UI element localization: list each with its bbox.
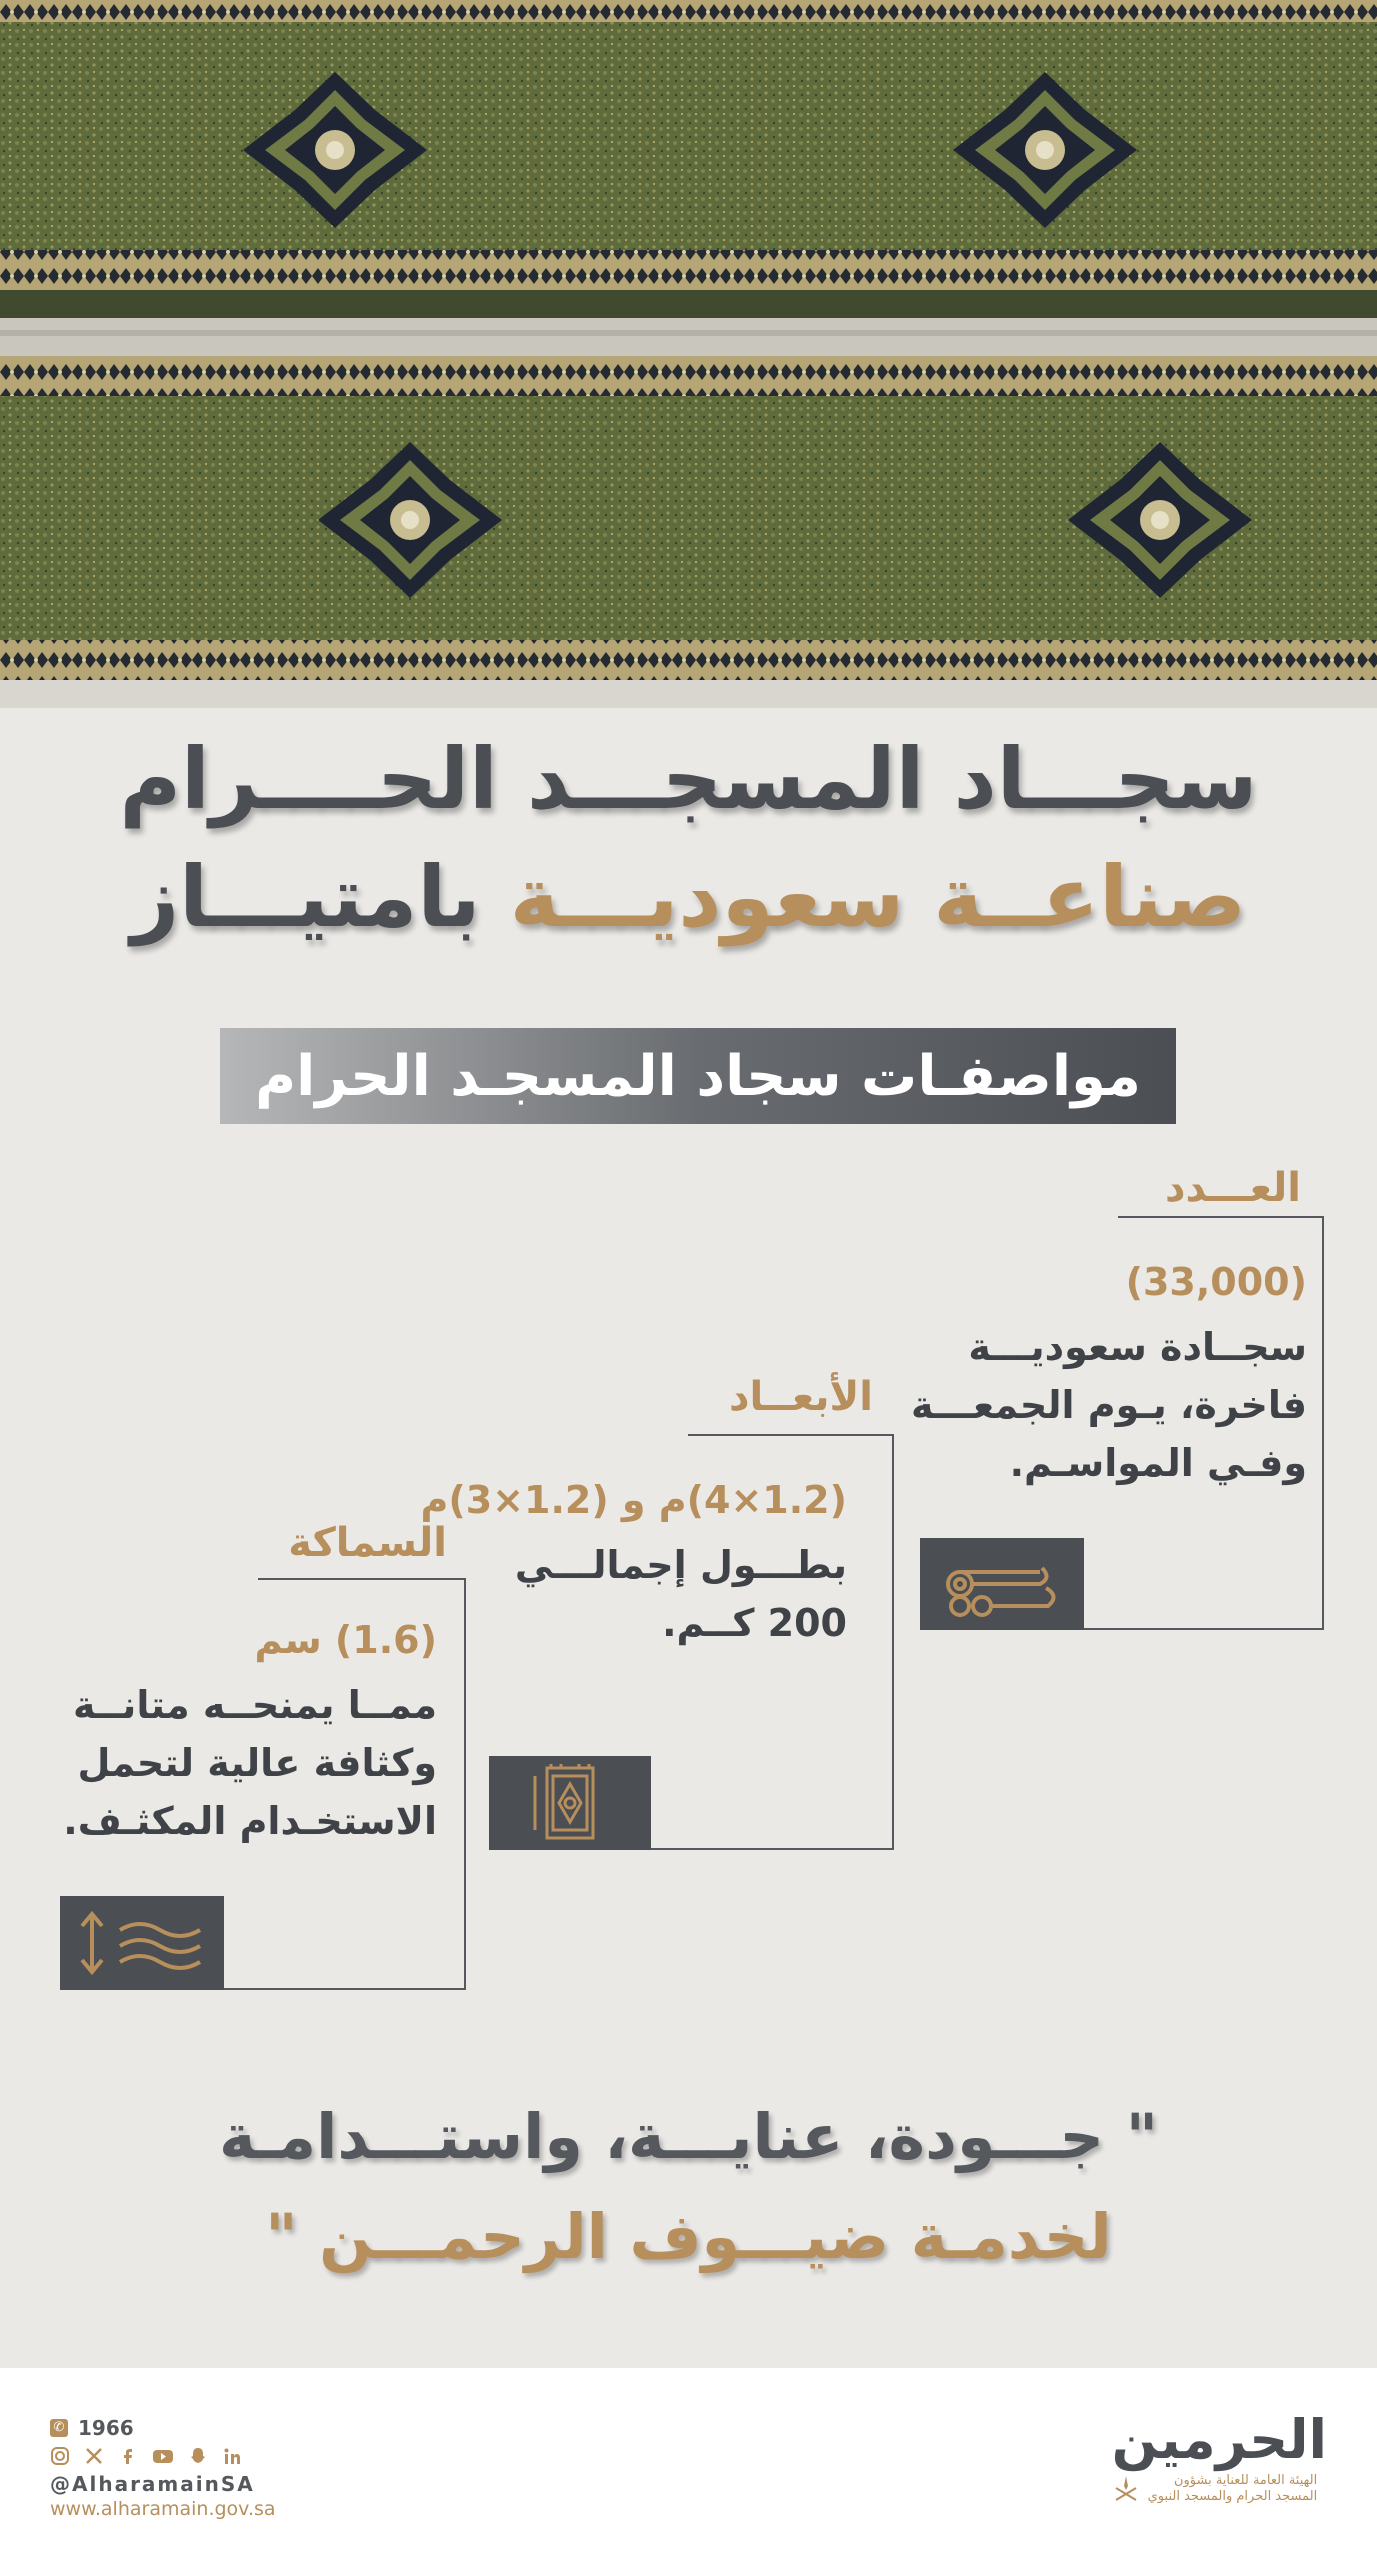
thickness-label: السماكة xyxy=(288,1520,447,1566)
thickness-top-rule xyxy=(258,1578,466,1580)
prayer-rug-icon xyxy=(489,1756,651,1850)
main-title-line2 xyxy=(0,848,1377,946)
dimensions-value: (1.2×4)م و (1.2×3)م xyxy=(420,1478,847,1522)
thickness-description: ممــا يمنحــه متانــة وكثافة عالية لتحمل الاستخـدام المكثـف. xyxy=(63,1683,437,1843)
footer xyxy=(0,2368,1377,2560)
x-icon[interactable] xyxy=(84,2446,104,2466)
instagram-icon[interactable] xyxy=(50,2446,70,2466)
dimensions-side-rule xyxy=(892,1434,894,1850)
website-link[interactable]: www.alharamain.gov.sa xyxy=(50,2498,276,2520)
dimensions-description: بطـــول إجمالـــي 200 كــم. xyxy=(514,1543,847,1645)
social-row xyxy=(50,2446,276,2466)
logo-subtitle-line1: الهيئة العامة للعناية بشؤون xyxy=(1173,2473,1318,2488)
count-value: (33,000) xyxy=(1125,1260,1307,1304)
carpet-roll-icon xyxy=(920,1538,1084,1630)
count-side-rule xyxy=(1322,1216,1324,1630)
specs-banner-text: مواصفـات سجاد المسجـد الحرام xyxy=(255,1043,1141,1109)
specs-banner xyxy=(220,1028,1176,1124)
logo-wordmark: الحرمين xyxy=(1111,2408,1327,2471)
phone-icon: ✆ xyxy=(50,2419,68,2437)
snapchat-icon[interactable] xyxy=(188,2446,208,2466)
dimensions-top-rule xyxy=(688,1434,894,1436)
saudi-emblem-icon xyxy=(1112,2474,1140,2504)
linkedin-icon[interactable] xyxy=(222,2446,242,2466)
main-title-line1: سجـــاد المسجـــد الحــــرام xyxy=(119,730,1258,828)
carpet-photo xyxy=(0,0,1377,708)
facebook-icon[interactable] xyxy=(118,2446,138,2466)
title-suffix: بامتيـــاز xyxy=(130,848,481,946)
thickness-icon xyxy=(60,1896,224,1990)
youtube-icon[interactable] xyxy=(152,2446,174,2466)
quote-line1: " جـــودة، عنايـــة، واستـــدامـة xyxy=(219,2100,1158,2173)
phone-number: 1966 xyxy=(78,2416,134,2440)
count-top-rule xyxy=(1118,1216,1324,1218)
thickness-value: (1.6) سم xyxy=(254,1618,437,1662)
thickness-side-rule xyxy=(464,1578,466,1990)
dimensions-label: الأبعــاد xyxy=(729,1374,873,1420)
logo-block xyxy=(1112,2408,1327,2505)
contact-block xyxy=(50,2416,276,2520)
quote-line2: لخدمـة ضيـــوف الرحمـــن " xyxy=(265,2200,1112,2273)
social-handle[interactable]: @AlharamainSA xyxy=(50,2472,255,2496)
logo-subtitle-line2: المسجد الحرام والمسجد النبوي xyxy=(1147,2489,1318,2504)
count-label: العـــدد xyxy=(1165,1165,1301,1211)
title-highlight: صناعــة سعوديـــة xyxy=(509,848,1247,946)
count-description: سجــادة سعوديـــة فاخرة، يـوم الجمعـــة وفـي المواسـم. xyxy=(910,1325,1307,1485)
phone-row xyxy=(50,2416,276,2440)
